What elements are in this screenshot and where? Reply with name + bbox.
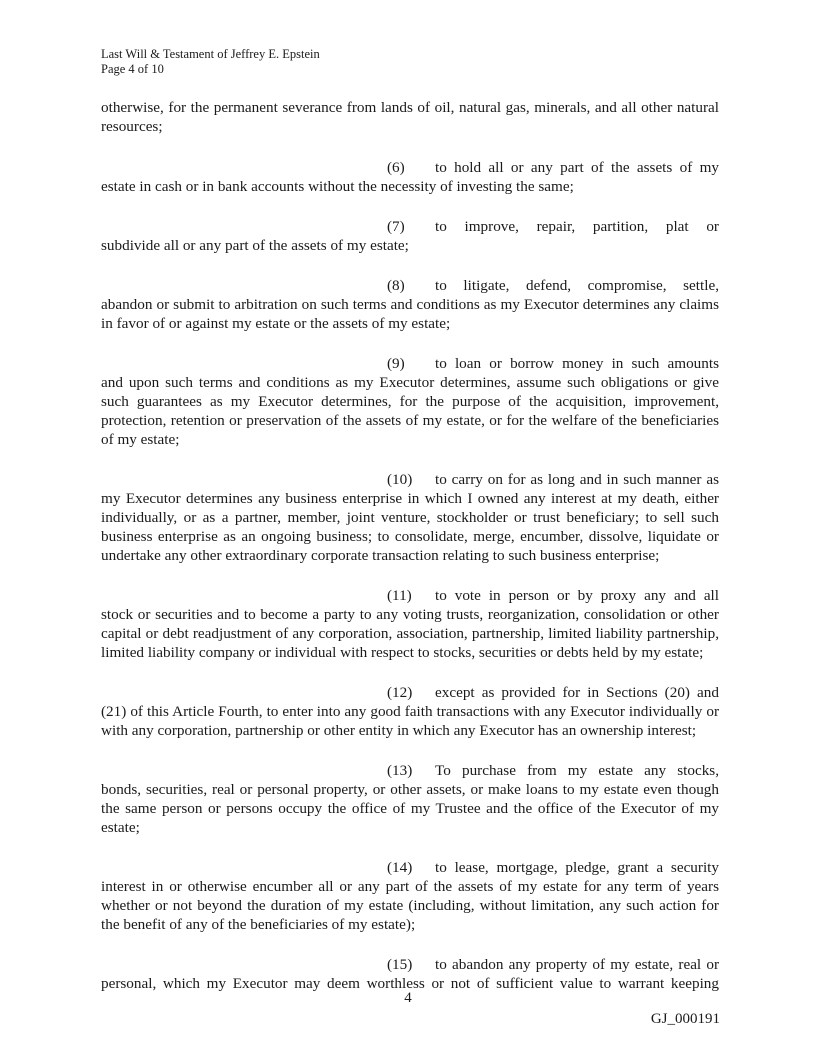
clause-number: (8) — [387, 277, 405, 294]
clause-11 — [101, 586, 719, 662]
clause-text: personal, which my Executor may deem worthless or not of sufficient value to warrant keeping — [101, 975, 719, 992]
clause-text: bonds, securities, real or personal property, or other assets, or make loans to my estate even though the same person or persons occupy the office of my Trustee and the office of the Executor of my estate; — [101, 781, 719, 836]
clause-lead: to vote in person or by proxy any and all — [435, 587, 719, 604]
clause-lead: to litigate, defend, compromise, settle, — [435, 277, 719, 294]
clause-lead: to carry on for as long and in such manner as — [435, 471, 719, 488]
clause-lead: to abandon any property of my estate, real or — [435, 956, 719, 973]
clause-6 — [101, 158, 719, 196]
clause-lead: to improve, repair, partition, plat or — [435, 218, 719, 235]
clause-number: (14) — [387, 859, 413, 876]
clause-12 — [101, 683, 719, 740]
clause-number: (15) — [387, 956, 413, 973]
clause-text: estate in cash or in bank accounts without the necessity of investing the same; — [101, 178, 574, 195]
clause-14 — [101, 858, 719, 934]
intro-paragraph: otherwise, for the permanent severance from lands of oil, natural gas, minerals, and all other natural resources; — [101, 99, 719, 135]
clause-lead: except as provided for in Sections (20) and — [435, 684, 719, 701]
clause-text: subdivide all or any part of the assets of my estate; — [101, 237, 409, 254]
clause-number: (13) — [387, 762, 413, 779]
clause-lead: to lease, mortgage, pledge, grant a security — [435, 859, 719, 876]
clause-9 — [101, 354, 719, 449]
clause-lead: to hold all or any part of the assets of my — [435, 159, 719, 176]
clause-text: my Executor determines any business enterprise in which I owned any interest at my death, either individually, or as a partner, member, joint venture, stockholder or trust beneficiary; to sell such business enterprise as an ongoing business; to consolidate, merge, encumber, dissolve, liquidate or undertake any other extraordinary corporate transaction relating to such business enterprise; — [101, 490, 719, 564]
clause-number: (9) — [387, 355, 405, 372]
clause-15 — [101, 955, 719, 993]
running-header — [101, 47, 320, 77]
clause-text: abandon or submit to arbitration on such terms and conditions as my Executor determines any claims in favor of or against my estate or the assets of my estate; — [101, 296, 719, 332]
clause-7 — [101, 217, 719, 255]
clause-number: (12) — [387, 684, 413, 701]
clause-number: (10) — [387, 471, 413, 488]
clause-text: stock or securities and to become a party to any voting trusts, reorganization, consolidation or other capital or debt readjustment of any corporation, association, partnership, limited liability partnership, limited liability company or individual with respect to stocks, securities or debts held by my estate; — [101, 606, 719, 661]
clause-lead: to loan or borrow money in such amounts — [435, 355, 719, 372]
clause-8 — [101, 276, 719, 333]
clause-text: and upon such terms and conditions as my Executor determines, assume such obligations or give such guarantees as my Executor determines, for the purpose of the acquisition, improvement, protection, retention or preservation of the assets of my estate, or for the welfare of the beneficiaries of my estate; — [101, 374, 719, 448]
clause-number: (7) — [387, 218, 405, 235]
document-body — [101, 98, 719, 993]
clause-10 — [101, 470, 719, 565]
clause-number: (6) — [387, 159, 405, 176]
header-page-label: Page 4 of 10 — [101, 62, 164, 76]
bates-number: GJ_000191 — [650, 1011, 720, 1027]
clause-lead: To purchase from my estate any stocks, — [435, 762, 719, 779]
clause-text: (21) of this Article Fourth, to enter into any good faith transactions with any Executor individually or with any corporation, partnership or other entity in which any Executor has an ownership interest; — [101, 703, 719, 739]
clause-13 — [101, 761, 719, 837]
clause-text: interest in or otherwise encumber all or any part of the assets of my estate for any term of years whether or not beyond the duration of my estate (including, without limitation, any such action for the benefit of any of the beneficiaries of my estate); — [101, 878, 719, 933]
page-number: 4 — [404, 990, 412, 1006]
header-title: Last Will & Testament of Jeffrey E. Epstein — [101, 47, 320, 61]
clause-number: (11) — [387, 587, 412, 604]
